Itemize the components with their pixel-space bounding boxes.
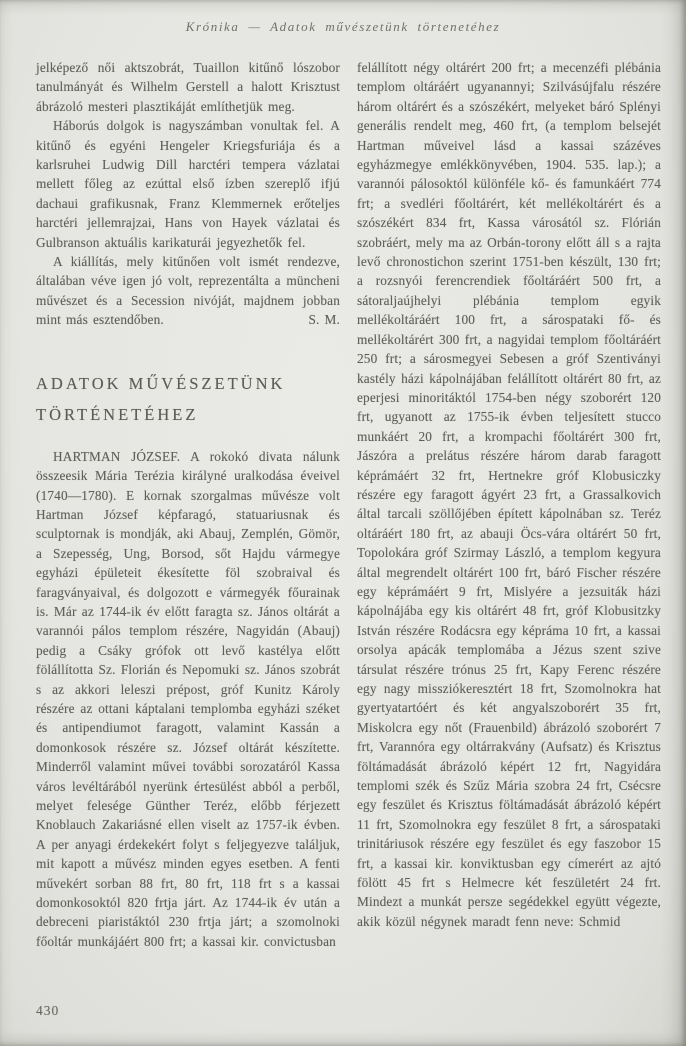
text-columns [36,58,661,951]
running-head: Krónika — Adatok művészetünk törtenetéhez [185,19,501,34]
right-column [357,58,661,951]
paragraph: HARTMAN JÓZSEF. A rokokó divata nálunk összeesik Mária Terézia királyné uralkodása éveivel (1740—1780). E kornak szorgalmas művésze volt Hartman József képfaragó, statuariusnak és sculptornak is mondják, aki Abauj, Zemplén, Gömör, a Szepesség, Ung, Borsod, sőt Hajdu vármegye egyházi épületeit ékesítette föl szobraival és faragványaival, és dolgozott e vármegyék főurainak is. Már az 1744-ik év előtt faragta sz. János oltárát a varannói pálos templom részére, Nagyidán (Abauj) pedig a Csáky grófok ott levő kastélya előtt fölállította Sz. Florián és Nepomuki sz. János szobrát s az akkori leleszi prépost, gróf Kunitz Károly részére az ottani káptalani templomba egyházi széket és antipendiumot faragott, valamint Kassán a domonkosok részére sz. József oltárát készítette. Minderről valamint művei további sorozatáról Kassa város levéltárából nyerünk értesülést abból a perből, melyet felesége Günther Teréz, előbb férjezett Knoblauch Zakariásné ellen viselt az 1757-ik évben. A per anyagi érdekekért folyt s feljegyezve találjuk, mit kapott a művész minden egyes esetben. A fenti művekért sorban 88 frt, 80 frt, 118 frt s a kassai domonkosoktól 820 frtja járt. Az 1744-ik év után a debreceni piaristáktól 230 frtja járt; a szomolnoki főoltár munkájáért 800 frt; a kassai kir. convictusban [36,448,340,949]
page-number: 430 [36,1003,60,1018]
paragraph-text: A kiállítás, mely kitűnően volt ismét rendezve, általában véve igen jó volt, reprezentálta a müncheni művészet és a Secession nivóját, majdnem jobban mint más esztendőben. [36,254,340,328]
left-column [36,58,340,951]
section-heading-line-1: ADATOK MŰVÉSZETÜNK [36,373,286,393]
section-heading [36,368,340,430]
paragraph: Háborús dolgok is nagyszámban vonultak fel. A kitűnő és egyéni Hengeler Kriegsfuriája és a karlsruhei Ludwig Dill harctéri tempera vázlatai mellett főleg az ezúttal első ízben szereplő ifjú dachaui grafikusnak, Franz Klemmernek erőteljes harctéri jellemrajzai, Hans von Hayek vázlatai és Gulbranson aktuális karikaturái jegyezhetők fel. [36,118,340,250]
section-heading-line-2: TÖRTÉNETÉHEZ [36,404,199,424]
paragraph: jelképező női aktszobrát, Tuaillon kitűnő lószobor tanulmányát és Wilhelm Gerstell a halott Krisztust ábrázoló mesteri plasztikáját említhetjük meg. [36,60,340,114]
author-initials: S. M. [308,312,340,328]
paragraph: felállított négy oltárért 200 frt; a mecenzéfi plébánia templom oltáráért ugyanannyi; Szilvásújfalu részére három oltárért és a szószékért, melyeket báró Splényi generális rendelt meg, 460 frt, (a templom belsejét Hartman műveivel lásd a kassai százéves egyházmegye emlékkönyvében, 1904. 535. lap.); a varannói pálosoktól különféle kő- és famunkáért 774 frt; a svedléri főoltárért, két mellékoltárért és a szószékért 834 frt, Kassa városától sz. Flórián szobráért, mely ma az Orbán-torony előtt áll s a rajta levő chronostichon szerint 1751-ben készült, 130 frt; a rozsnyói ferencrendiek főoltáráért 500 frt, a sátoraljaújhelyi plébánia templom egyik mellékoltáráért 100 frt, a sárospataki fő- és mellékoltárért 300 frt, a nagyidai templom főoltáráért 250 frt; a sárosmegyei Sebesen a gróf Szentiványi kastély házi kápolnájában felállított oltárért 80 frt, az eperjesi minoritáktól 1754-ben négy szoborért 120 frt, ugyanott az 1755-ik évben teljesített stucco munkáért 20 frt, a krompachi főoltárért 300 frt, Jászóra a prelátus részére három darab faragott képrámáért 32 frt, Hertnekre gróf Klobusiczky részére egy faragott ágyért 23 frt, a Grassalkovich által tarcali szöllőjében épített kápolnában sz. Teréz oltáráért 180 frt, az abauji Öcs-vára oltárért 50 frt, Topolokára gróf Szirmay László, a templom kegyura által megrendelt oltárért 100 frt, báró Fischer részére egy képrámáért 9 frt, Mislyére a jezsuiták házi kápolnájába egy kis oltárért 48 frt, gróf Klobusitzky István részére Rodácsra egy képráma 10 frt, a kassai orsolya apácák templomába a Jézus szent szive társulat részére trónus 25 frt, Kapy Ferenc részére egy nagy missziókeresztért 18 frt, Szomolnokra hat gyertyatartóért és két angyalszoborért 35 frt, Miskolcra egy nőt (Frauenbild) ábrázoló szoborért 7 frt, Varannóra egy oltárrakvány (Aufsatz) és Krisztus föltámadását ábrázoló képért 12 frt, Nagyidára templomi szék és Szűz Mária szobra 24 frt, Csécsre egy feszület és Krisztus föltámadását ábrázoló képért 11 frt, Szomolnokra egy feszület 8 frt, a sárospataki trinitáriusok részére egy feszület és egy faszobor 15 frt, a kassai kir. konviktusban egy címerért az ajtó fölött 45 frt s Helmecre két feszületért 24 frt. Mindezt a munkát persze segédekkel együtt végezte, akik közül négynek maradt fenn neve: Schmid [357,60,661,929]
paragraph [36,252,340,330]
